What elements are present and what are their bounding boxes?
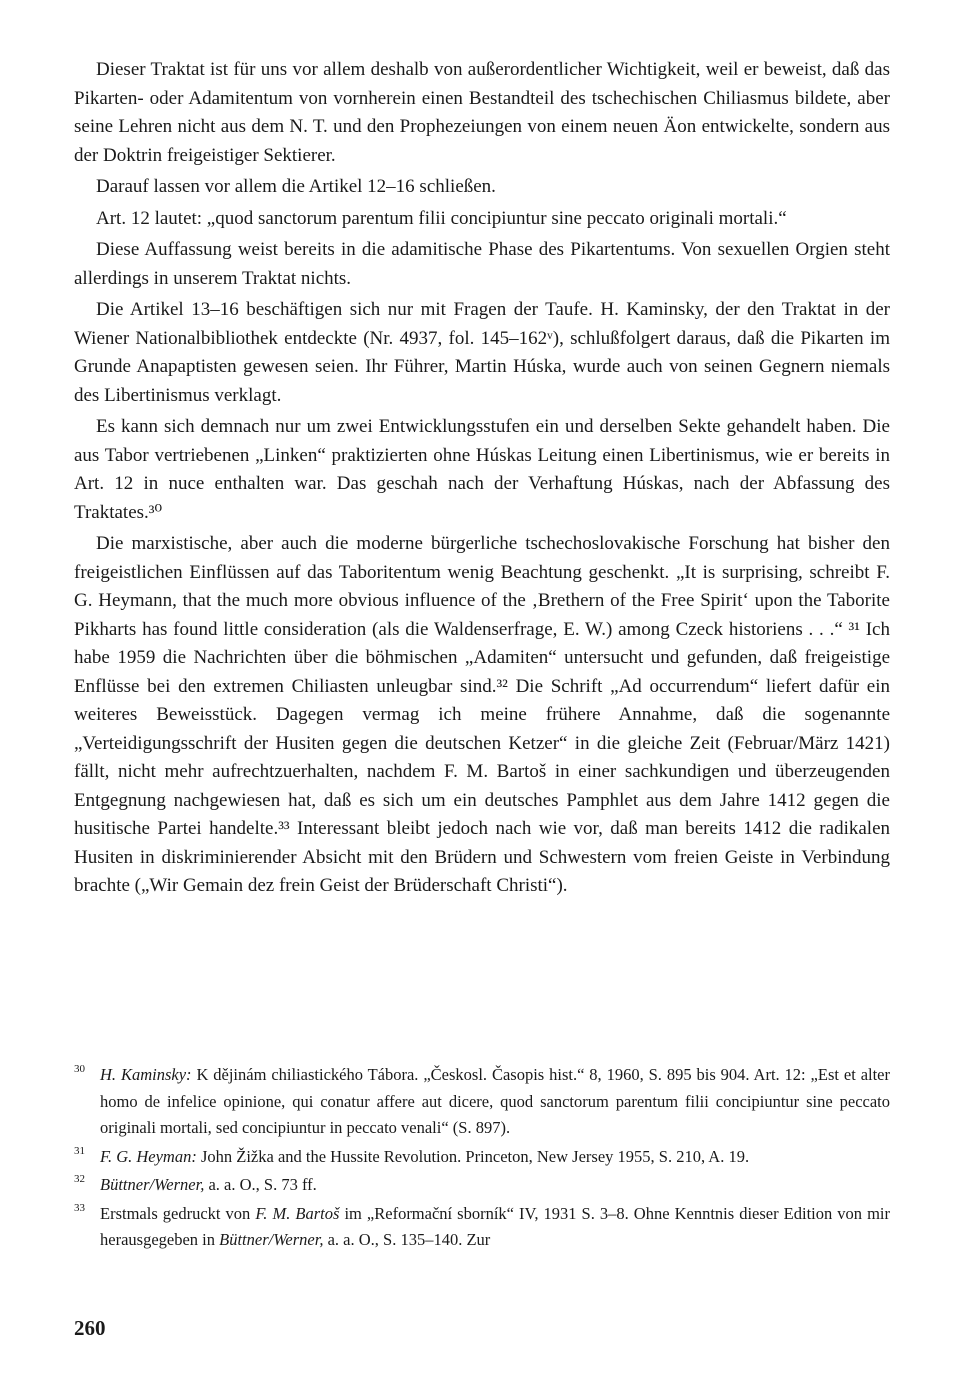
footnote-text-pre: Erstmals gedruckt von bbox=[100, 1203, 256, 1223]
main-text bbox=[74, 56, 890, 904]
footnote-33 bbox=[74, 1201, 890, 1254]
page-number: 260 bbox=[74, 1316, 106, 1340]
footnote-text-2: a. a. O., S. 135–140. Zur bbox=[323, 1230, 491, 1249]
paragraph-3: Art. 12 lautet: „quod sanctorum parentum filii concipiuntur sine peccato originali mortali.“ bbox=[96, 207, 787, 229]
footnote-number: 31 bbox=[74, 1144, 85, 1157]
footnote-author: F. M. Bartoš bbox=[255, 1203, 340, 1223]
footnote-number: 33 bbox=[74, 1201, 85, 1214]
footnotes bbox=[74, 1062, 890, 1256]
paragraph-6: Es kann sich demnach nur um zwei Entwicklungsstufen ein und derselben Sekte gehandelt haben. Die aus Tabor vertriebenen „Linken“ praktizierten ohne Húskas Leitung einen Libertinismus, wie er bereits in Art. 12 in nuce enthalten war. Das geschah nach der Verhaftung Húskas, nach der Abfassung des Traktates.³⁰ bbox=[74, 416, 890, 523]
footnote-text: im „Reformační sborník“ IV, 1931 S. 3–8. Ohne Kenntnis dieser Edition von mir herausgegeben in bbox=[100, 1203, 890, 1249]
footnote-31 bbox=[74, 1144, 890, 1171]
footnote-author: F. G. Heyman: bbox=[100, 1146, 197, 1166]
footnote-author: Büttner/Werner, bbox=[100, 1175, 205, 1194]
footnote-30 bbox=[74, 1062, 890, 1142]
footnote-number: 32 bbox=[74, 1173, 85, 1185]
footnote-text: K dějinám chiliastického Tábora. „Českosl. Časopis hist.“ 8, 1960, S. 895 bis 904. Art. 12: „Est et alter homo de infelice opinione, qui conatur affere aut dicere, quod sanctorum parentum filii concipiuntur sine peccato originali mortali, sed concipiuntur in peccato venali“ (S. 897). bbox=[100, 1065, 891, 1137]
footnote-text: John Žižka and the Hussite Revolution. Princeton, New Jersey 1955, S. 210, A. 19. bbox=[196, 1146, 750, 1166]
footnote-number: 30 bbox=[74, 1063, 85, 1075]
footnote-text: a. a. O., S. 73 ff. bbox=[204, 1175, 317, 1194]
paragraph-4: Diese Auffassung weist bereits in die adamitische Phase des Pikartentums. Von sexuellen Orgien steht allerdings in unserem Traktat nichts. bbox=[74, 239, 890, 289]
footnote-32 bbox=[74, 1172, 890, 1199]
paragraph-2: Darauf lassen vor allem die Artikel 12–16 schließen. bbox=[96, 176, 496, 197]
footnote-author-2: Büttner/Werner, bbox=[219, 1230, 324, 1249]
paragraph-5: Die Artikel 13–16 beschäftigen sich nur mit Fragen der Taufe. H. Kaminsky, der den Traktat in der Wiener Nationalbibliothek entdeckte (Nr. 4937, fol. 145–162ᵛ), schlußfolgert daraus, daß die Pikarten im Grunde Anapaptisten gewesen seien. Ihr Führer, Martin Húska, wurde auch von seinen Gegnern niemals des Libertinismus verklagt. bbox=[74, 299, 890, 406]
paragraph-7: Die marxistische, aber auch die moderne bürgerliche tschechoslovakische Forschung hat bisher den freigeistlichen Einflüssen auf das Taboritentum wenig Beachtung geschenkt. „It is surprising, schreibt F. G. Heymann, that the much more obvious influence of the ‚Brethern of the Free Spirit‘ upon the Taborite Pikharts has found little consideration (als die Waldenserfrage, E. W.) among Czeck historiens . . .“ ³¹ Ich habe 1959 die Nachrichten über die böhmischen „Adamiten“ untersucht und gefunden, daß freigeistige Enflüsse bei den extremen Chiliasten unleugbar sind.³² Die Schrift „Ad occurrendum“ liefert dafür ein weiteres Beweisstück. Dagegen vermag ich meine frühere Annahme, daß die sogenannte „Verteidigungsschrift der Husiten gegen die deutschen Ketzer“ in die gleiche Zeit (Februar/März 1421) fällt, nicht mehr aufrechtzuerhalten, nachdem F. M. Bartoš in einer sachkundigen und überzeugenden Entgegnung nachgewiesen hat, daß es sich um ein deutsches Pamphlet aus dem Jahre 1412 gegen die husitische Partei handelte.³³ Interessant bleibt jedoch nach wie vor, daß man bereits 1412 die radikalen Husiten in diskriminierender Absicht mit den Brüdern und Schwestern vom freien Geiste in Verbindung brachte („Wir Gemain dez frein Geist der Brüderschaft Christi“). bbox=[74, 533, 890, 896]
paragraph-1: Dieser Traktat ist für uns vor allem deshalb von außerordentlicher Wichtigkeit, weil er beweist, daß das Pikarten- oder Adamitentum von vornherein einen Bestandteil des tschechischen Chiliasmus bildete, aber seine Lehren nicht aus dem N. T. und den Prophezeiungen von einem neuen Äon entwickelte, sondern aus der Doktrin freigeistiger Sektierer. bbox=[74, 59, 890, 166]
footnote-author: H. Kaminsky: bbox=[100, 1065, 192, 1084]
